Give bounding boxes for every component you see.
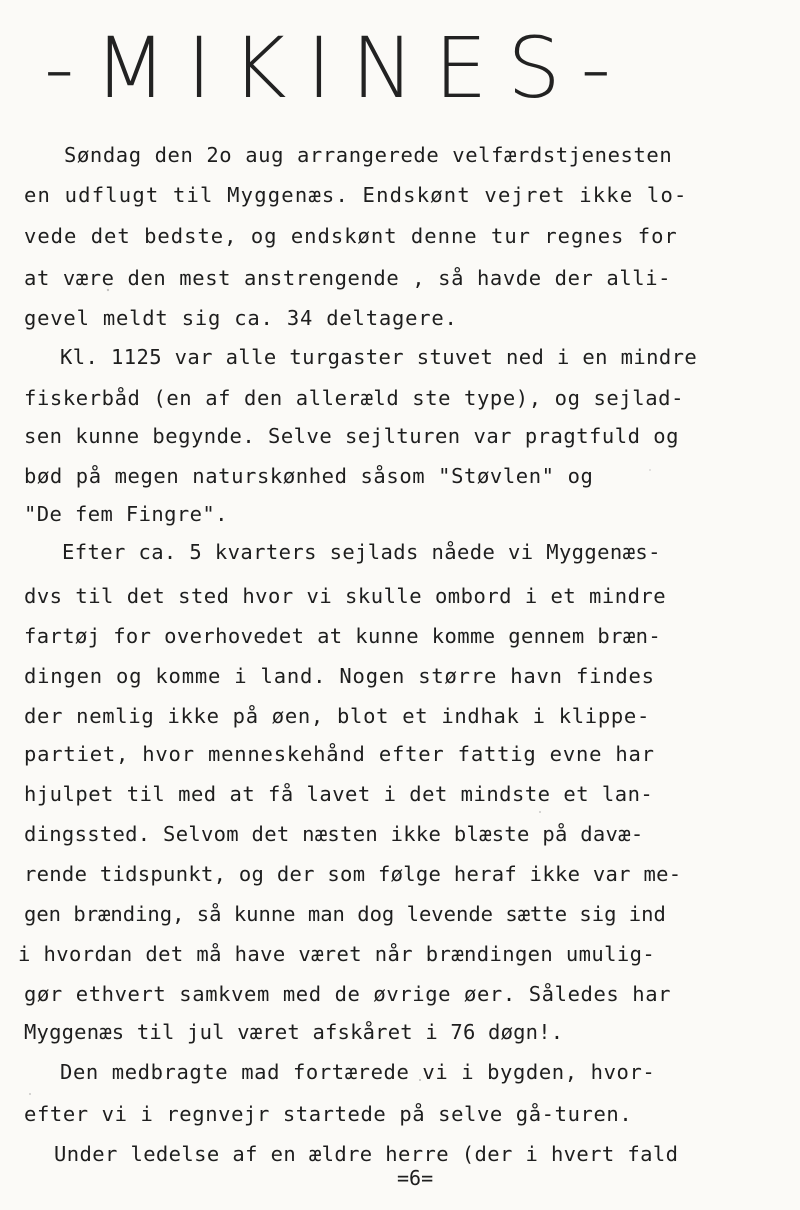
text-line: der nemlig ikke på øen, blot et indhak i klippe- <box>24 704 651 728</box>
text-line: dingssted. Selvom det næsten ikke blæste på davæ- <box>24 822 644 846</box>
text-line: Den medbragte mad fortærede vi i bygden, hvor- <box>60 1060 656 1084</box>
text-line: bød på megen naturskønhed såsom "Støvlen" og <box>24 464 594 488</box>
text-line: gør ethvert samkvem med de øvrige øer. Således har <box>24 982 672 1006</box>
text-line: dingen og komme i land. Nogen større havn findes <box>24 664 655 688</box>
text-line: sen kunne begynde. Selve sejlturen var pragtfuld og <box>24 424 679 448</box>
text-line: "De fem Fingre". <box>24 502 228 526</box>
text-line: fartøj for overhovedet at kunne komme gennem bræn- <box>24 624 662 648</box>
text-line: dvs til det sted hvor vi skulle ombord i et mindre <box>24 584 667 608</box>
text-line: rende tidspunkt, og der som følge heraf ikke var me- <box>24 862 682 886</box>
text-line: gevel meldt sig ca. 34 deltagere. <box>24 306 458 330</box>
text-line: vede det bedste, og endskønt denne tur regnes for <box>24 224 678 248</box>
text-line: Myggenæs til jul været afskåret i 76 døgn!. <box>24 1020 564 1044</box>
text-line: i hvordan det må have været når brændingen umulig- <box>18 942 656 966</box>
text-line: hjulpet til med at få lavet i det mindste et lan- <box>24 782 654 806</box>
document-title: -MIKINES- <box>44 19 631 117</box>
text-line: fiskerbåd (en af den alleræld ste type), og sejlad- <box>24 386 685 410</box>
text-line: gen brænding, så kunne man dog levende sætte sig ind <box>24 902 666 926</box>
text-line: partiet, hvor menneskehånd efter fattig evne har <box>24 742 655 766</box>
text-line: Under ledelse af en ældre herre (der i hvert fald <box>54 1142 679 1166</box>
text-line: Søndag den 2o aug arrangerede velfærdstjenesten <box>64 143 673 167</box>
text-line: Efter ca. 5 kvarters sejlads nåede vi Myggenæs- <box>62 540 661 564</box>
text-line: efter vi i regnvejr startede på selve gå-turen. <box>24 1102 633 1126</box>
text-line: at være den mest anstrengende , så havde der alli- <box>24 266 672 290</box>
page-number: =6= <box>397 1166 434 1190</box>
text-line: Kl. 1125 var alle turgaster stuvet ned i en mindre <box>60 345 698 369</box>
text-line: en udflugt til Myggenæs. Endskønt vejret ikke lo- <box>24 183 688 207</box>
